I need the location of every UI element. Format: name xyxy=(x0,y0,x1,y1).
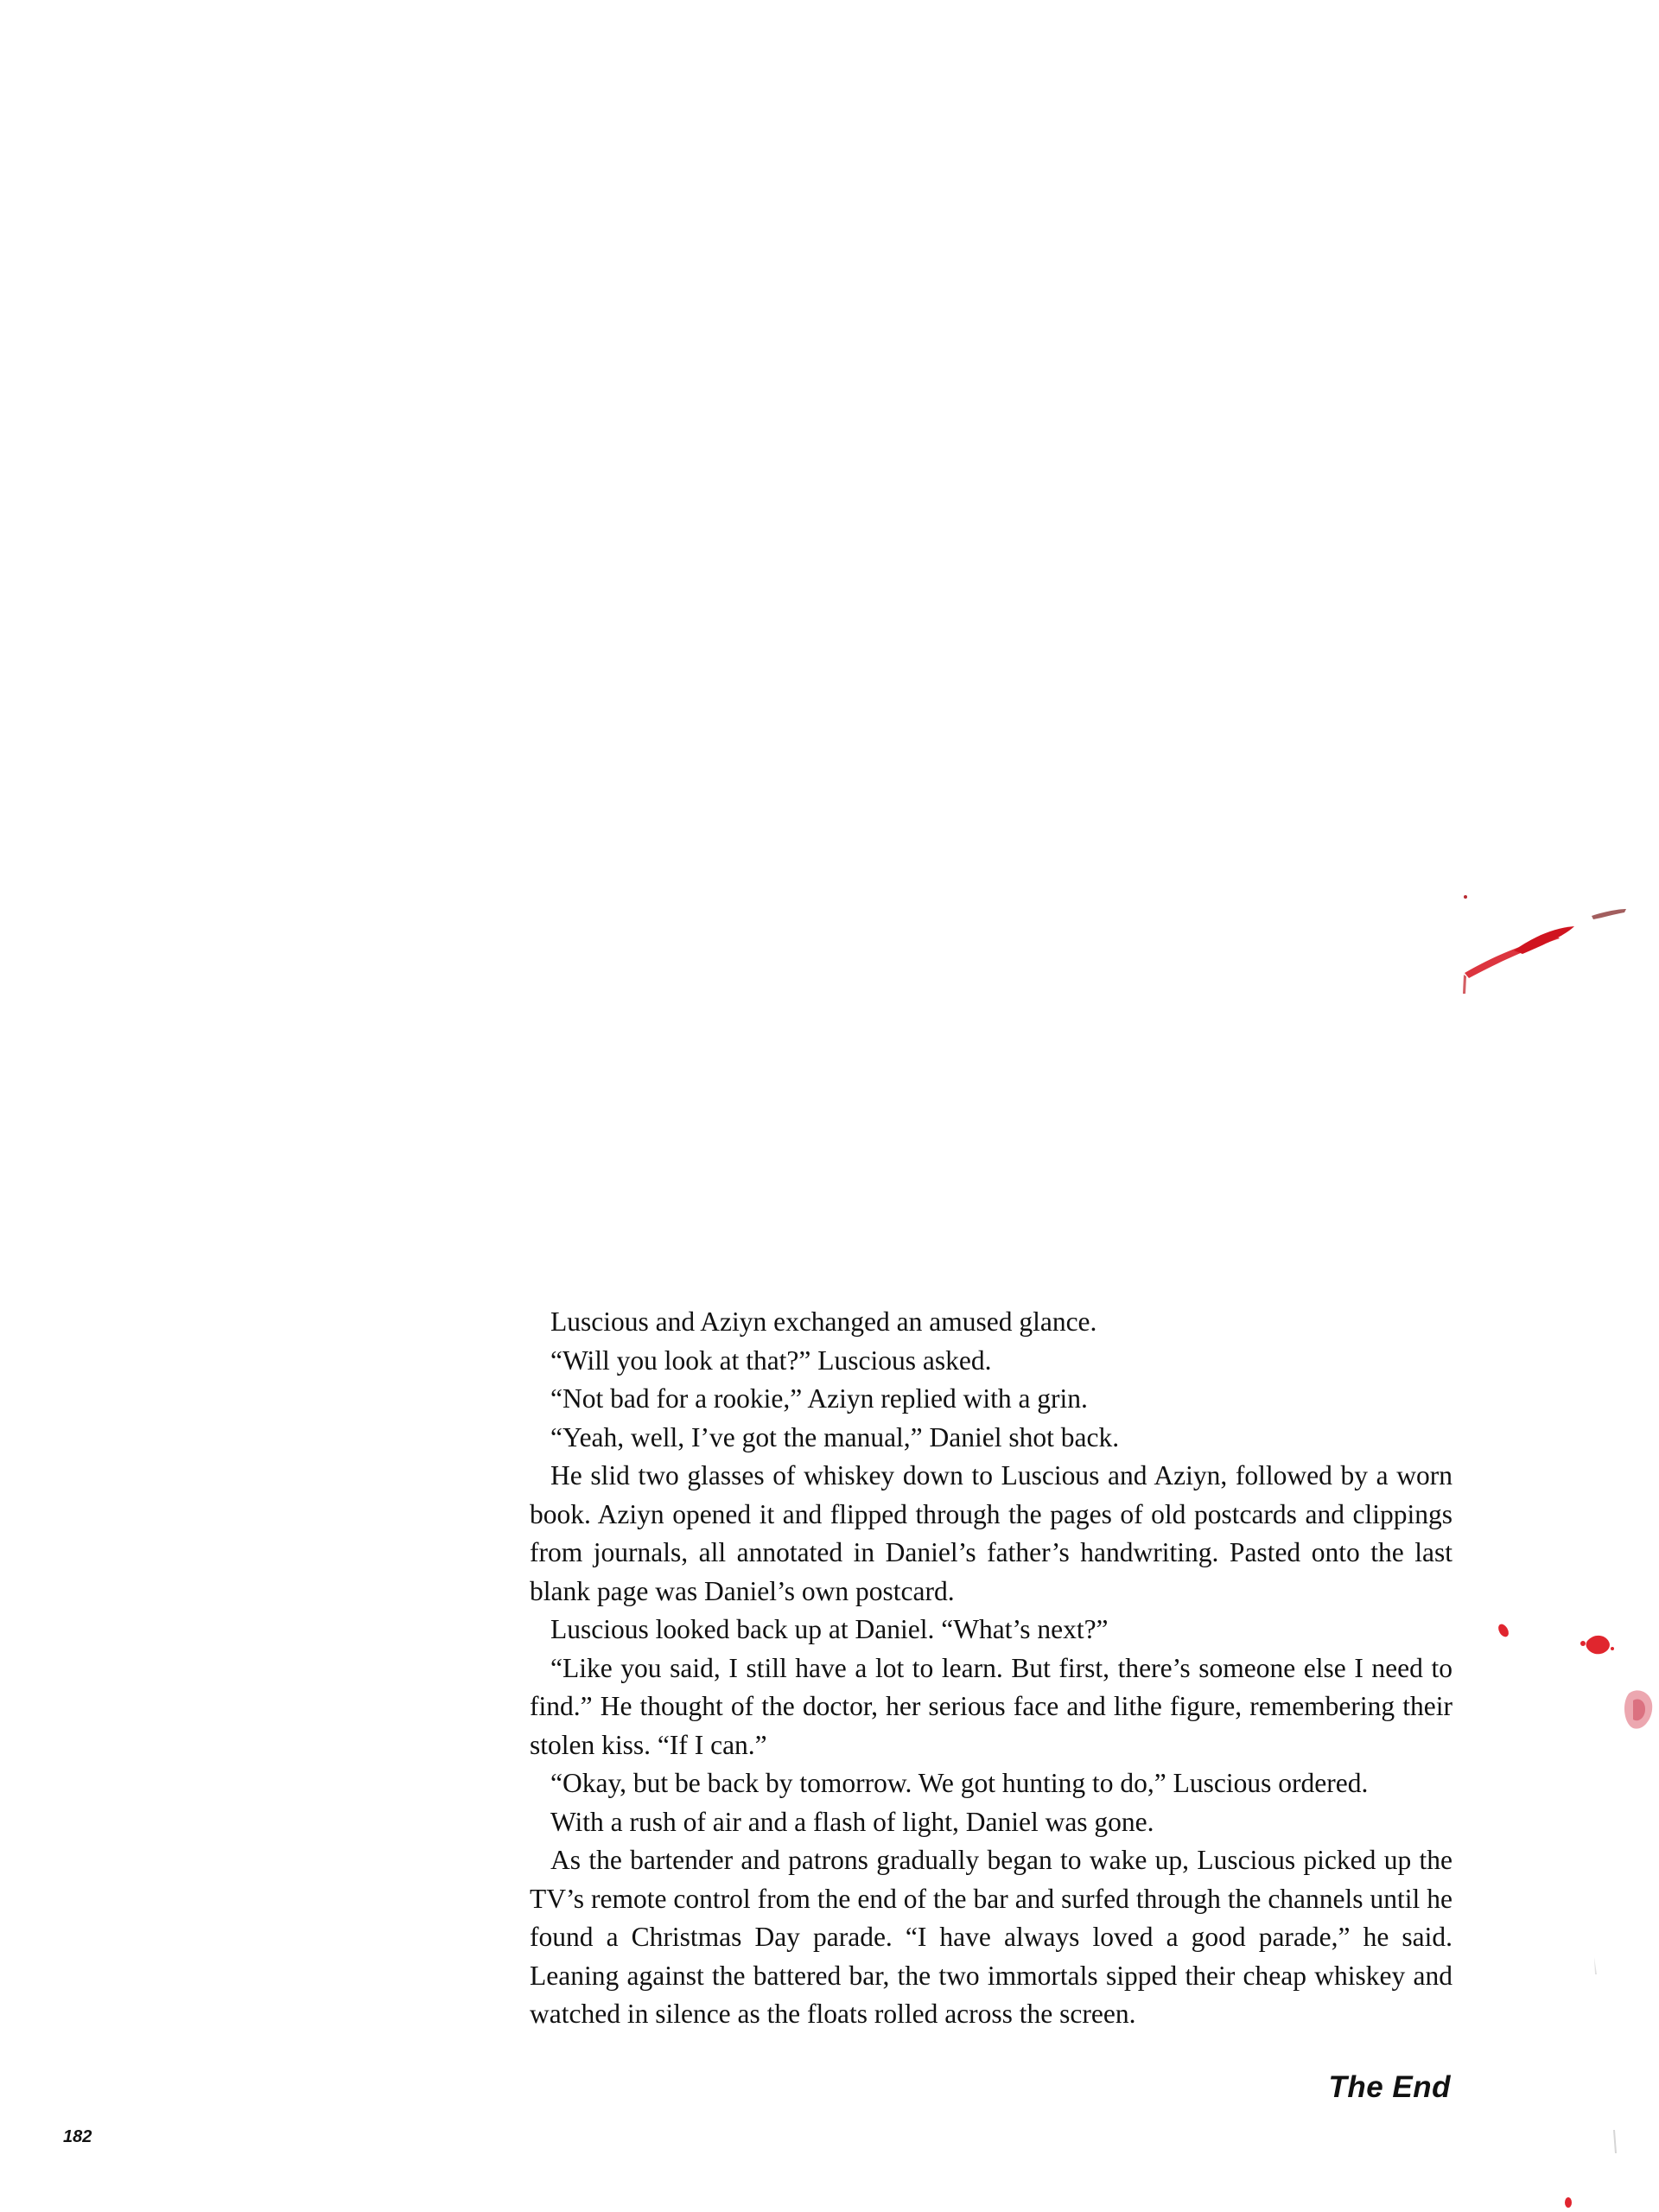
story-paragraph: Luscious looked back up at Daniel. “What’s next?” xyxy=(550,1614,1109,1644)
story-paragraph: Luscious and Aziyn exchanged an amused glance. xyxy=(550,1306,1097,1337)
the-end-heading: The End xyxy=(1328,2070,1451,2104)
story-text xyxy=(530,1303,1452,2034)
story-paragraph: “Okay, but be back by tomorrow. We got hunting to do,” Luscious ordered. xyxy=(550,1768,1369,1798)
story-paragraph: “Not bad for a rookie,” Aziyn replied with a grin. xyxy=(550,1383,1088,1414)
story-paragraph: With a rush of air and a flash of light, Daniel was gone. xyxy=(550,1806,1154,1837)
story-paragraph: “Like you said, I still have a lot to learn. But first, there’s someone else I need to find.” He thought of the doctor, her serious face and lithe figure, remembering their stolen kiss. “If I can.” xyxy=(530,1652,1452,1760)
story-paragraph: As the bartender and patrons gradually began to wake up, Luscious picked up the TV’s remote control from the end of the bar and surfed through the channels until he found a Christmas Day parade. “I have always loved a good parade,” he said. Leaning against the battered bar, the two immortals sipped their cheap whiskey and watched in silence as the floats rolled across the screen. xyxy=(530,1845,1452,2029)
page-number: 182 xyxy=(63,2127,92,2146)
story-paragraph: He slid two glasses of whiskey down to Luscious and Aziyn, followed by a worn book. Aziyn opened it and flipped through the pages of old postcards and clippings from journals, all annotated in Daniel’s father’s handwriting. Pasted onto the last blank page was Daniel’s own postcard. xyxy=(530,1460,1452,1606)
story-paragraph: “Yeah, well, I’ve got the manual,” Daniel shot back. xyxy=(550,1421,1120,1452)
story-paragraph: “Will you look at that?” Luscious asked. xyxy=(550,1344,992,1376)
